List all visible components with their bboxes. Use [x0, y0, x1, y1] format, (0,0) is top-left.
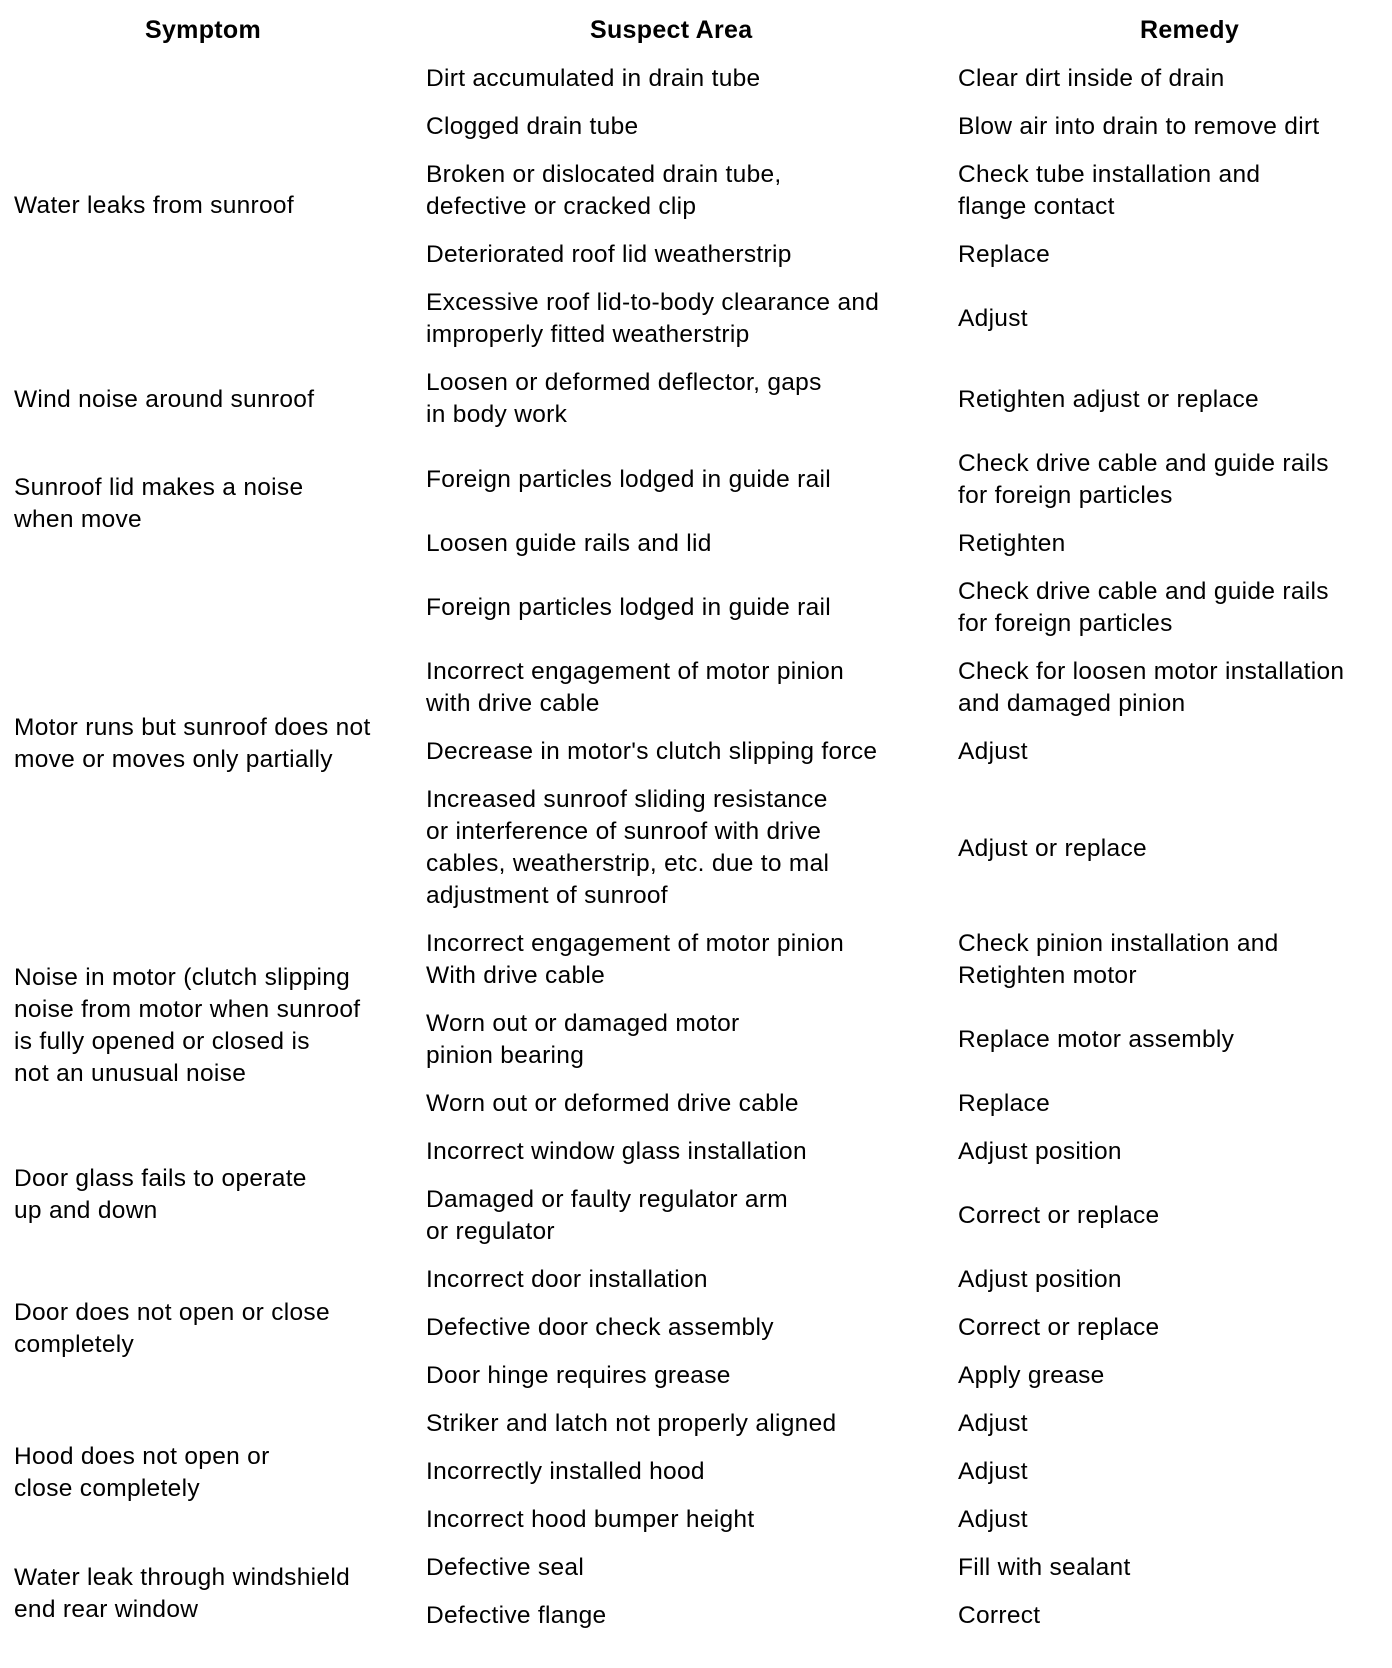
- symptom-cell: Wind noise around sunroof: [14, 386, 315, 413]
- suspect-area-cell: Incorrectly installed hood: [426, 1458, 705, 1485]
- suspect-area-cell: Deteriorated roof lid weatherstrip: [426, 241, 792, 268]
- suspect-area-cell: Increased sunroof sliding resistance or interference of sunroof with drive cables, weatherstrip, etc. due to mal adjustment of sunroof: [426, 786, 830, 909]
- suspect-area-cell: Dirt accumulated in drain tube: [426, 65, 761, 92]
- remedy-cell: Adjust: [958, 1458, 1028, 1485]
- symptom-cell: Motor runs but sunroof does not move or moves only partially: [14, 714, 371, 773]
- suspect-area-cell: Striker and latch not properly aligned: [426, 1410, 837, 1437]
- suspect-area-cell: Clogged drain tube: [426, 113, 639, 140]
- remedy-cell: Clear dirt inside of drain: [958, 65, 1225, 92]
- symptom-cell: Water leaks from sunroof: [14, 192, 294, 219]
- remedy-cell: Adjust: [958, 1506, 1028, 1533]
- suspect-area-cell: Damaged or faulty regulator arm or regulator: [426, 1186, 788, 1245]
- symptom-cell: Door does not open or close completely: [14, 1299, 330, 1358]
- remedy-cell: Adjust: [958, 305, 1028, 332]
- suspect-area-cell: Foreign particles lodged in guide rail: [426, 466, 831, 493]
- header-symptom: Symptom: [145, 16, 262, 44]
- remedy-cell: Apply grease: [958, 1362, 1105, 1389]
- suspect-area-cell: Loosen or deformed deflector, gaps in body work: [426, 369, 822, 428]
- symptom-cell: Noise in motor (clutch slipping noise from motor when sunroof is fully opened or closed is not an unusual noise: [14, 964, 361, 1087]
- suspect-area-cell: Worn out or deformed drive cable: [426, 1090, 799, 1117]
- remedy-cell: Retighten: [958, 530, 1066, 557]
- remedy-cell: Adjust position: [958, 1266, 1122, 1293]
- remedy-cell: Correct: [958, 1602, 1041, 1629]
- remedy-cell: Adjust: [958, 738, 1028, 765]
- header-remedy: Remedy: [1140, 16, 1240, 44]
- suspect-area-cell: Incorrect door installation: [426, 1266, 708, 1293]
- suspect-area-cell: Defective seal: [426, 1554, 585, 1581]
- symptom-cell: Door glass fails to operate up and down: [14, 1165, 307, 1224]
- symptom-cell: Hood does not open or close completely: [14, 1443, 270, 1502]
- suspect-area-cell: Incorrect hood bumper height: [426, 1506, 755, 1533]
- suspect-area-cell: Defective door check assembly: [426, 1314, 774, 1341]
- remedy-cell: Check for loosen motor installation and damaged pinion: [958, 658, 1345, 717]
- suspect-area-cell: Loosen guide rails and lid: [426, 530, 712, 557]
- remedy-cell: Adjust: [958, 1410, 1028, 1437]
- remedy-cell: Adjust position: [958, 1138, 1122, 1165]
- suspect-area-cell: Defective flange: [426, 1602, 607, 1629]
- remedy-cell: Adjust or replace: [958, 835, 1147, 862]
- suspect-area-cell: Excessive roof lid-to-body clearance and improperly fitted weatherstrip: [426, 289, 880, 348]
- suspect-area-cell: Door hinge requires grease: [426, 1362, 731, 1389]
- remedy-cell: Replace motor assembly: [958, 1026, 1235, 1053]
- remedy-cell: Fill with sealant: [958, 1554, 1131, 1581]
- suspect-area-cell: Decrease in motor's clutch slipping force: [426, 738, 878, 765]
- remedy-cell: Check tube installation and flange contact: [958, 161, 1261, 220]
- remedy-cell: Replace: [958, 241, 1050, 268]
- symptom-cell: Water leak through windshield end rear window: [14, 1564, 350, 1623]
- header-suspect-area: Suspect Area: [590, 16, 753, 44]
- remedy-cell: Check pinion installation and Retighten motor: [958, 930, 1279, 989]
- remedy-cell: Blow air into drain to remove dirt: [958, 113, 1320, 140]
- remedy-cell: Correct or replace: [958, 1202, 1160, 1229]
- remedy-cell: Correct or replace: [958, 1314, 1160, 1341]
- suspect-area-cell: Worn out or damaged motor pinion bearing: [426, 1010, 740, 1069]
- remedy-cell: Replace: [958, 1090, 1050, 1117]
- remedy-cell: Check drive cable and guide rails for foreign particles: [958, 578, 1329, 637]
- remedy-cell: Check drive cable and guide rails for foreign particles: [958, 450, 1329, 509]
- suspect-area-cell: Incorrect window glass installation: [426, 1138, 807, 1165]
- suspect-area-cell: Incorrect engagement of motor pinion With drive cable: [426, 930, 845, 989]
- suspect-area-cell: Broken or dislocated drain tube, defective or cracked clip: [426, 161, 782, 220]
- suspect-area-cell: Foreign particles lodged in guide rail: [426, 594, 831, 621]
- symptom-cell: Sunroof lid makes a noise when move: [14, 474, 304, 533]
- remedy-cell: Retighten adjust or replace: [958, 386, 1259, 413]
- suspect-area-cell: Incorrect engagement of motor pinion with drive cable: [426, 658, 845, 717]
